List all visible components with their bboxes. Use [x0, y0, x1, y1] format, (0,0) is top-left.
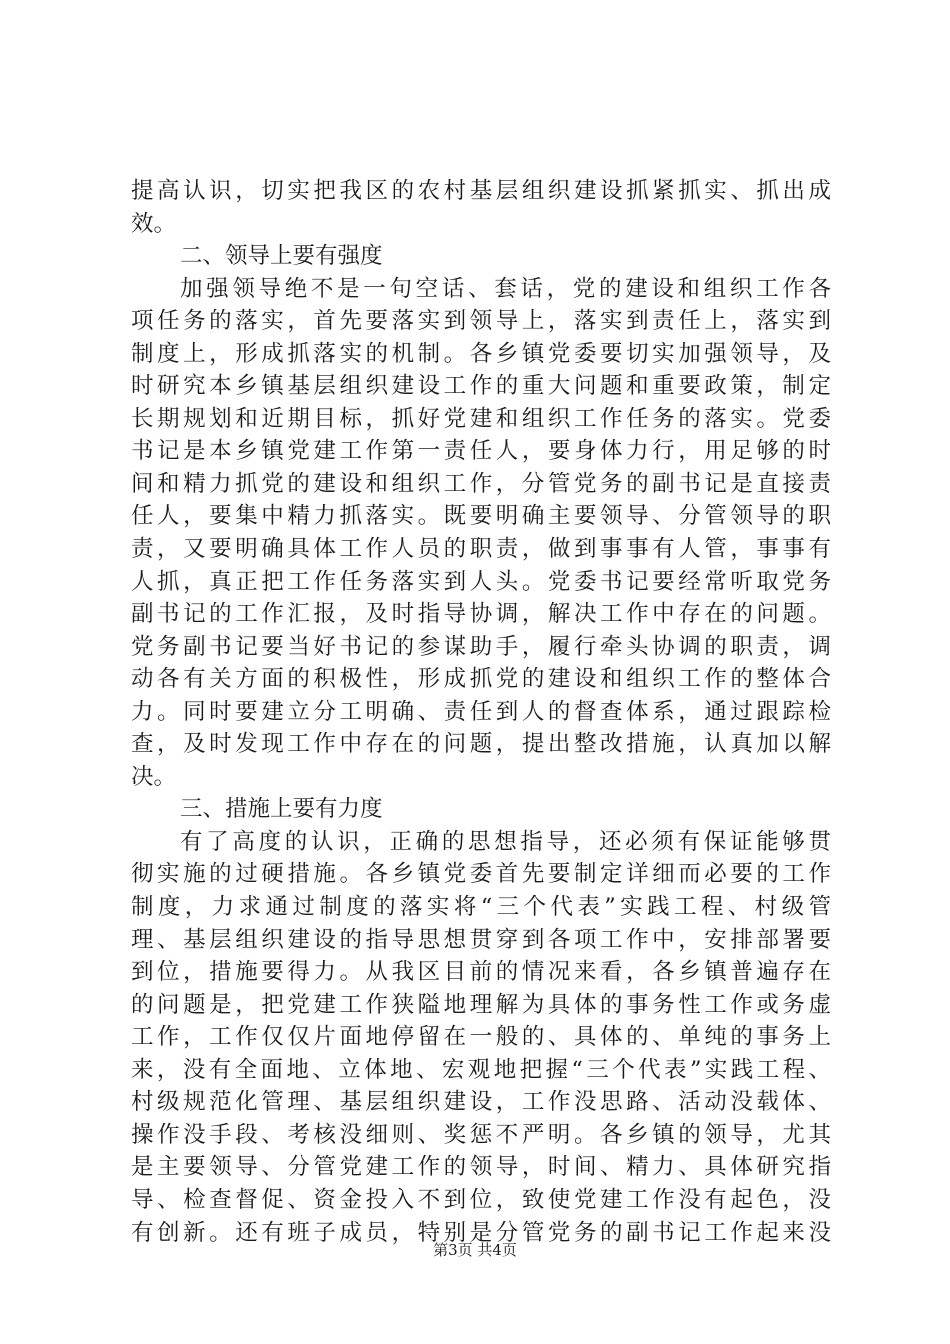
text-line: 效。 — [131, 210, 177, 237]
text-line: 书记是本乡镇党建工作第一责任人，要身体力行，用足够的时 — [131, 438, 831, 465]
text-line: 彻实施的过硬措施。各乡镇党委首先要制定详细而必要的工作 — [131, 861, 831, 888]
text-line: 副书记的工作汇报，及时指导协调，解决工作中存在的问题。 — [131, 601, 831, 628]
text-line: 项任务的落实，首先要落实到领导上，落实到责任上，落实到 — [131, 308, 831, 335]
text-line: 来，没有全面地、立体地、宏观地把握“三个代表”实践工程、 — [131, 1056, 831, 1083]
text-line: 到位，措施要得力。从我区目前的情况来看，各乡镇普遍存在 — [131, 959, 831, 986]
section-heading: 三、措施上要有力度 — [180, 796, 383, 823]
text-line: 时研究本乡镇基层组织建设工作的重大问题和重要政策，制定 — [131, 373, 831, 400]
text-line: 的问题是，把党建工作狭隘地理解为具体的事务性工作或务虚 — [131, 991, 831, 1018]
text-line: 人抓，真正把工作任务落实到人头。党委书记要经常听取党务 — [131, 568, 831, 595]
text-line: 有了高度的认识，正确的思想指导，还必须有保证能够贯 — [180, 828, 831, 855]
text-line: 加强领导绝不是一句空话、套话，党的建设和组织工作各 — [180, 275, 831, 302]
text-line: 提高认识，切实把我区的农村基层组织建设抓紧抓实、抓出成 — [131, 178, 831, 204]
text-line: 查，及时发现工作中存在的问题，提出整改措施，认真加以解 — [131, 731, 831, 758]
text-line: 工作，工作仅仅片面地停留在一般的、具体的、单纯的事务上 — [131, 1024, 831, 1051]
text-line: 力。同时要建立分工明确、责任到人的督查体系，通过跟踪检 — [131, 698, 831, 725]
section-heading: 二、领导上要有强度 — [180, 243, 383, 270]
page-footer: 第3页 共4页 — [433, 1241, 517, 1259]
text-line: 决。 — [131, 763, 177, 790]
text-line: 间和精力抓党的建设和组织工作，分管党务的副书记是直接责 — [131, 470, 831, 497]
text-line: 制度，力求通过制度的落实将“三个代表”实践工程、村级管 — [131, 894, 831, 921]
text-line: 动各有关方面的积极性，形成抓党的建设和组织工作的整体合 — [131, 666, 831, 693]
document-body — [131, 175, 831, 1249]
text-line: 党务副书记要当好书记的参谋助手，履行牵头协调的职责，调 — [131, 633, 831, 660]
text-line: 导、检查督促、资金投入不到位，致使党建工作没有起色，没 — [131, 1186, 831, 1213]
text-line: 任人，要集中精力抓落实。既要明确主要领导、分管领导的职 — [131, 503, 831, 530]
text-line: 村级规范化管理、基层组织建设，工作没思路、活动没载体、 — [131, 1089, 831, 1116]
text-line: 制度上，形成抓落实的机制。各乡镇党委要切实加强领导，及 — [131, 340, 831, 367]
text-line: 理、基层组织建设的指导思想贯穿到各项工作中，安排部署要 — [131, 926, 831, 953]
text-line: 长期规划和近期目标，抓好党建和组织工作任务的落实。党委 — [131, 405, 831, 432]
text-line: 责，又要明确具体工作人员的职责，做到事事有人管，事事有 — [131, 536, 831, 563]
text-line: 有创新。还有班子成员，特别是分管党务的副书记工作起来没 — [131, 1219, 831, 1246]
text-line: 是主要领导、分管党建工作的领导，时间、精力、具体研究指 — [131, 1154, 831, 1181]
text-line: 操作没手段、考核没细则、奖惩不严明。各乡镇的领导，尤其 — [131, 1121, 831, 1148]
